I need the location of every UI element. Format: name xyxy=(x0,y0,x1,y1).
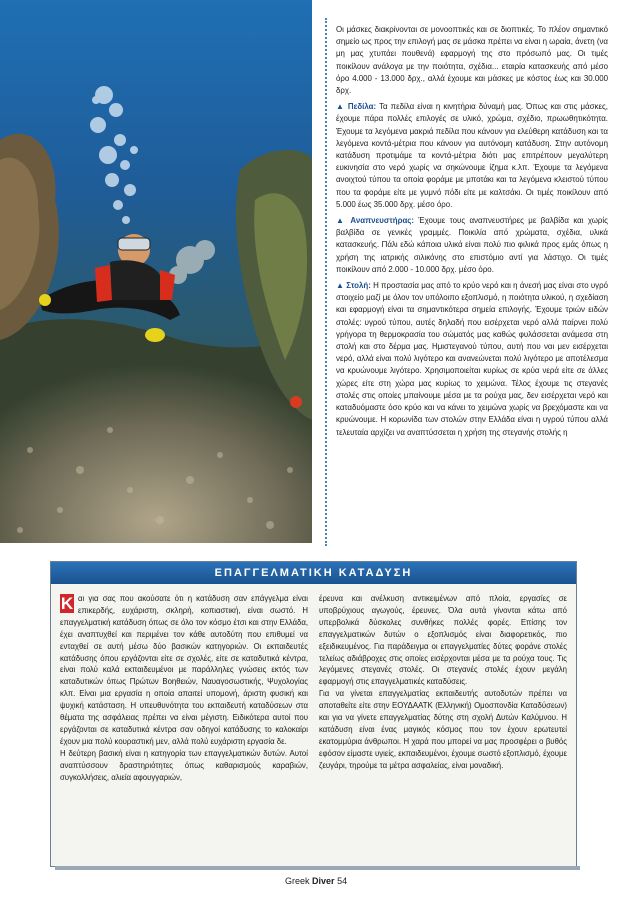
column-divider xyxy=(325,18,327,546)
drop-cap: Κ xyxy=(60,594,74,613)
right-column-text xyxy=(336,24,608,443)
feature-paragraph: Για να γίνεται επαγγελματίας εκπαιδευτής αυτοδυτών πρέπει να αποταθείτε είτε στην ΕΟΥΔΑΑΤΚ (Ελληνική) Ομοσπονδία Καταδύσεων) και για να γίνετε επαγγελματίας δύτης στη σχολή Δυτών Καλύμνου. Η κατάδυση είναι ένας μαγικός κόσμος που τον έχουν ερωτευτεί εκατομμύρια άνθρωποι. Η χαρά που μπορεί να μας προσφέρει ο βυθός εφόσον είμαστε υγιείς, εκπαιδευμένοι, έχουμε σωστό εξοπλισμό, έχουμε ζευγάρι, τηρούμε τα μέτρα ασφαλείας, είναι μοναδική. xyxy=(319,689,567,770)
diver-underwater-photo xyxy=(0,0,312,543)
magazine-prefix: Greek xyxy=(285,876,310,886)
section-heading: Αναπνευστήρας: xyxy=(350,216,415,226)
section-snorkel xyxy=(336,215,608,276)
triangle-marker-icon: ▲ xyxy=(336,281,344,291)
box-shadow xyxy=(55,866,580,870)
section-heading: Στολή: xyxy=(346,281,371,291)
masks-paragraph: Οι μάσκες διακρίνονται σε μονοοπτικές και σε διοπτικές. Το πλέον σημαντικό σημείο ως προς την επιλογή μας σε μάσκα πρέπει να είναι η ωραία, άνετη (να μη μας χτυπάει πουθενά) εφαρμογή της στο πρόσωπό μας. Οι τιμές ποικίλουν ανάλογα με την ποιότητα, σχέδια... εταιρία κατασκευής από μέσο όρο 4.000 - 13.000 δρχ., αλλά έχουμε και μάσκες με κόστος έως και 30.000 δρχ. xyxy=(336,25,608,96)
magazine-name: Diver xyxy=(312,876,335,886)
feature-box-column-left xyxy=(60,593,308,784)
section-fins xyxy=(336,101,608,211)
section-body: Έχουμε τους αναπνευστήρες με βαλβίδα και χωρίς βαλβίδα σε γενικές γραμμές. Ποικιλία από χρώματα, σχέδια, υλικά κατασκευής. Πάλι εδώ κάποια υλικά είναι πολύ πιο φιλικά προς εμάς όπως η χρήση της ιατρικής σιλικόνης στο επιστόμιο αντί για λάστιχο. Οι τιμές ποικίλουν από 2.000 - 10.000 δρχ. μέσο όρο. xyxy=(336,216,608,274)
section-wetsuit xyxy=(336,280,608,439)
section-body: Η προστασία μας από το κρύο νερό και η άνεσή μας είναι στο υγρό στοιχείο μαζί με όλον τον υπόλοιπο εξοπλισμό, η ποιότητα υλικού, η σχεδίαση και εφαρμογή είναι τα σημαντικότερα σημεία επιλογής. Έχουμε τριών ειδών στολές: υγρού τύπου, αυτές δηλαδή που εισέρχεται νερό αλλά παίρνει πολύ γρήγορα τη θερμοκρασία του σώματός μας καθώς φυλάσσεται ανάμεσα στη στολή και στο δέρμα μας. Ημιστεγανού τύπου, αυτή που ναι μεν εισέρχεται νερό, αλλά είναι πολύ λιγότερο και ανανεώνεται πολύ λιγότερο με αποτέλεσμα να κρυώνουμε λιγότερο. Χρησιμοποιείται κυρίως σε κρύα νερά είτε σε άλλες χώρες είτε στη χώρα μας κυρίως το χειμώνα. Τέλος έχουμε τις στεγανές στολές στις οποίες μπαίνουμε μέσα με τα ρούχα μας, δεν εισέρχεται νερό και καταδυόμαστε όσο κρύο και να κάνει το χειμώνα χωρίς να βρεχόμαστε και να κρυώνουμε. Η κορωνίδα των στολών στην Ελλάδα είναι η υγρού τύπου αλλά τελευταία αρχίζει να αναπτύσσεται η χρήση της στεγανής στολής η xyxy=(336,281,608,437)
page-number: 54 xyxy=(337,876,348,886)
feature-box-professional-diving xyxy=(50,561,577,867)
feature-box-title: ΕΠΑΓΓΕΛΜΑΤΙΚΗ ΚΑΤΑΔΥΣΗ xyxy=(51,562,576,584)
feature-paragraph: έρευνα και ανέλκυση αντικειμένων από πλοία, εργασίες σε υποβρύχιους αγωγούς, έρευνες. Όλα αυτά γίνονται κάτω από υπερβολικά δύσκολες συνθήκες πολλές φορές. Επίσης τον επαγγελματικών δυτών ο εξοπλισμός είναι διαφορετικός, πιο εξειδικευμένος. Για παράδειγμα οι επαγγελματίες δύτες φοράνε στολές τελείως αδιάβροχες στις οποίες εισέρχονται μέσα με τα ρούχα τους. Τις λεγόμενες στεγανές στολές. Οι στεγανές στολές έχουν μεγάλη εφαρμογή στις επαγγελματικές καταδύσεις. xyxy=(319,594,567,687)
feature-paragraph: Η δεύτερη βασική είναι η κατηγορία των επαγγελματικών δυτών. Αυτοί αναπτύσσουν δραστηριότητες όπως καθαρισμούς καραβιών, συγκολλήσεις, αλιεία αφουγγαριών, xyxy=(60,748,308,782)
page-footer xyxy=(285,876,347,886)
triangle-marker-icon: ▲ xyxy=(336,102,345,112)
feature-text: αι για σας που ακούσατε ότι η κατάδυση σαν επάγγελμα είναι επικερδής, ευχάριστη, σκληρή, κοπιαστική, είναι σωστό. Η επαγγελματική κατάδυση όπως σε όλο τον κόσμο έτσι και στην Ελλάδα, έχει αναπτυχθεί και περιμένει τον κάθε αυτοδύτη που επιθυμεί να ενταχθεί σε αυτή μέσω δύο βασικών κατηγοριών. Οι εκπαιδευτές κατάδυσης όπου εργάζονται είτε σε σχολές, είτε σε καταδυτικά κέντρα, είναι πολύ καλά εκπαιδευμένοι με παράλληλες γνώσεις εκτός των καταδυτικών όπως Πρώτων Βοηθειών, Ναυαγοσωστικής, Ψυχολογίας κλπ. Είναι μια εργασία η οποία απαιτεί υπομονή, άριστη φυσική και ψυχική κατάσταση. Η υπευθυνότητα του εκπαιδευτή καταδύσεων στα θέματα της ασφάλειας πρέπει να είναι μέγιστη. Ειδικότερα αυτοί που εργάζονται σε καταδυτικά κέντρα σαν οδηγοί κατάδυσης το καλοκαίρι έχουν μια πολύ κουραστική μεν, αλλά πολύ ευχάριστη εργασία δε. xyxy=(60,594,308,746)
feature-box-column-right xyxy=(319,593,567,772)
section-body: Τα πεδίλα είναι η κινητήρια δύναμή μας. Όπως και στις μάσκες, έχουμε πάρα πολλές επιλογές σε υλικό, χρώμα, σχέδιο, πρωωθητικότητα. Έχουμε τα λεγόμενα μακριά πεδίλα που κάνουν για ελεύθερη κατάδυση και τα λεγόμενα κοντά-μέτρια που κάνουν για αυτόνομη κατάδυση. Στην αυτόνομη κατάδυση προτιμάμε τα κοντά-μέτρια διότι μας επιτρέπουν μεγαλύτερη ευκινησία στο νερό χωρίς να σηκώνουμε ίζημα κ.λπ. Έχουμε τα λεγόμενα ανοιχτού τύπου τα οποία φοράμε με μποτάκι και τα λεγόμενα κλειστού τύπου που τα φοράμε είτε με γυμνό πόδι είτε με καλτσάκι. Οι τιμές ποικίλουν από 5.000 έως 35.000 δρχ. μέσο όρο. xyxy=(336,102,608,209)
feature-paragraph xyxy=(60,593,308,748)
section-heading: Πεδίλα: xyxy=(347,102,377,112)
triangle-marker-icon: ▲ xyxy=(336,216,347,226)
